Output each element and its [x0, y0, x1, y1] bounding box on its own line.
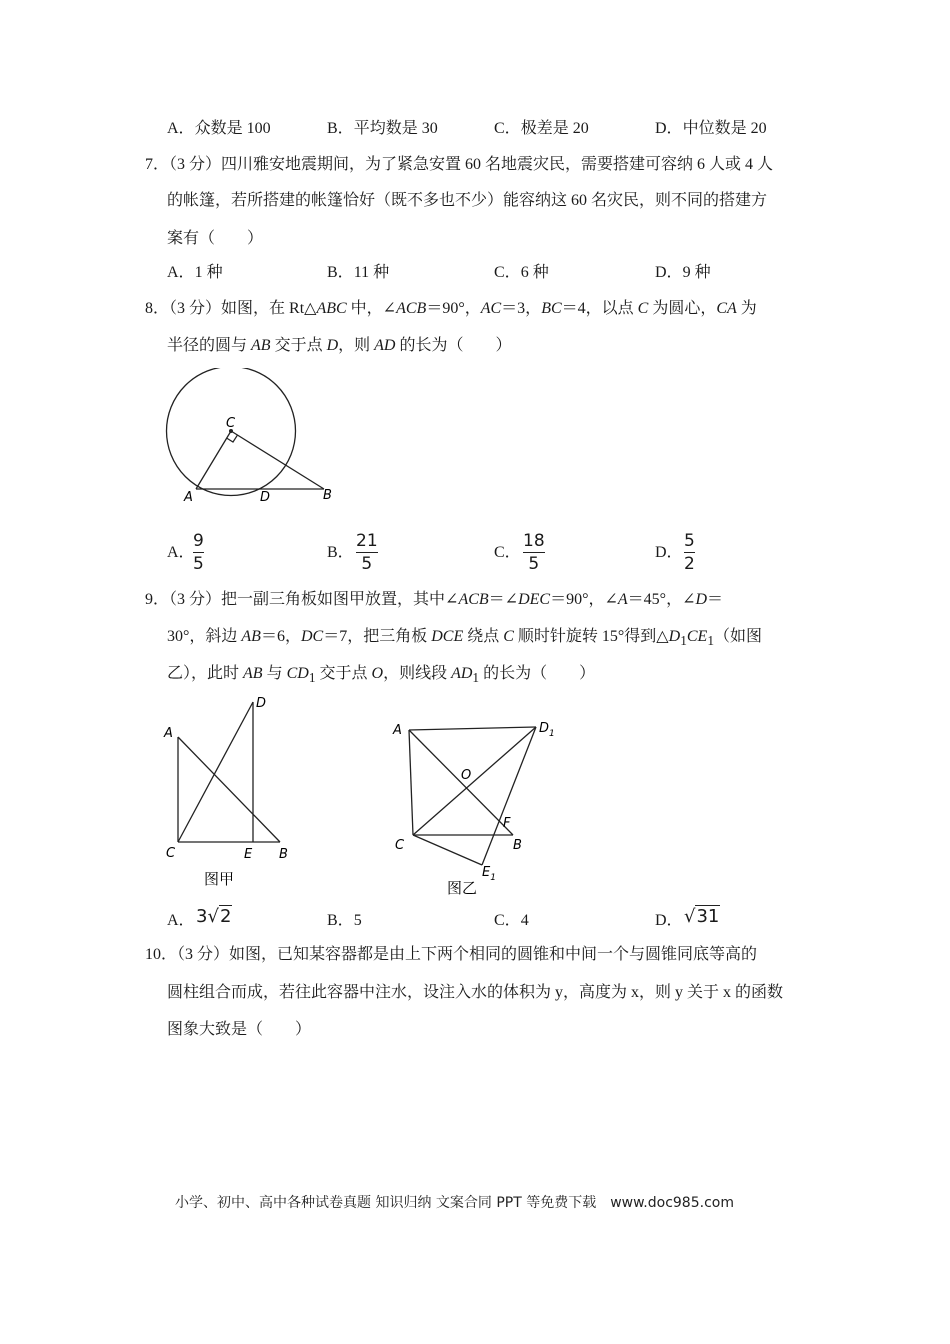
text-segment: ＝45°，∠	[627, 591, 696, 608]
text-segment: （如图	[713, 628, 762, 645]
option-label: D．	[655, 120, 683, 137]
math-var: O	[371, 665, 384, 682]
option-text: 1 种	[194, 264, 223, 281]
subscript: 1	[308, 670, 316, 686]
label-e1	[482, 865, 496, 883]
q10-line-3: 图象大致是（ ）	[167, 1021, 312, 1038]
q8-option-b-fraction	[356, 531, 378, 574]
label-a: A	[164, 726, 173, 741]
q9-option-a-expr	[196, 906, 232, 927]
segment-ca	[196, 431, 231, 489]
math-var: C	[637, 300, 649, 317]
math-var: AD	[451, 665, 473, 682]
text-segment: 交于点	[270, 337, 327, 354]
math-var: AB	[243, 665, 263, 682]
math-var: ABC	[316, 300, 347, 317]
q6-option-b	[327, 119, 438, 139]
numerator: 9	[193, 531, 204, 551]
option-text: 众数是 100	[194, 120, 271, 137]
text-segment: ＝∠	[488, 591, 519, 608]
label-d1-letter: D	[539, 721, 550, 736]
fraction-bar	[356, 552, 378, 553]
q9-option-c	[494, 911, 529, 931]
math-var: D	[695, 591, 708, 608]
option-text: 4	[520, 912, 529, 929]
math-var: AC	[480, 300, 502, 317]
segment-ad1	[409, 727, 536, 730]
label-o: O	[461, 768, 472, 783]
option-label: A．	[167, 120, 195, 137]
q6-option-a	[167, 119, 271, 139]
text-segment: 30°，斜边	[167, 628, 242, 645]
label-c: C	[226, 416, 236, 431]
text-segment: ＝3，	[501, 300, 542, 317]
q10-line-2: 圆柱组合而成，若往此容器中注水，设注入水的体积为 y，高度为 x，则 y 关于 x 的函数	[167, 984, 784, 1001]
label-d: D	[256, 696, 267, 711]
segment-ac	[409, 730, 413, 835]
q9-figure-jia	[158, 690, 308, 895]
q8-option-a-label: A．	[167, 544, 195, 561]
text-segment: 与	[262, 665, 287, 682]
math-var: ACB	[396, 300, 427, 317]
segment-cd	[178, 702, 253, 842]
q9-line-2	[167, 627, 762, 651]
q7-line-3: 案有（ ）	[167, 230, 264, 247]
math-var: D	[668, 628, 681, 645]
q8-circle-figure	[158, 368, 348, 508]
radical-sign: √	[207, 906, 219, 927]
text-segment: 为	[736, 300, 757, 317]
text-segment: 的长为（ ）	[395, 337, 512, 354]
option-label: D．	[655, 264, 683, 281]
text-segment: 顺时针旋转 15°得到△	[513, 628, 669, 645]
option-text: 中位数是 20	[682, 120, 767, 137]
q8-option-d-label: D．	[655, 544, 683, 561]
option-text: 平均数是 30	[353, 120, 438, 137]
text-segment: （3 分）把一副三角板如图甲放置，其中∠	[169, 591, 459, 608]
text-segment: 绕点	[463, 628, 504, 645]
text-segment: ＝90°，	[426, 300, 481, 317]
q9-option-b	[327, 911, 362, 931]
q8-option-d-fraction	[684, 531, 695, 574]
denominator: 5	[193, 554, 204, 574]
q7-option-a	[167, 263, 223, 283]
q9-line-1	[145, 590, 723, 610]
q7-option-d	[655, 263, 711, 283]
label-e1-letter: E	[482, 865, 491, 880]
text-segment: 半径的圆与	[167, 337, 252, 354]
text-segment: ，则线段	[383, 665, 452, 682]
coefficient: 3	[196, 906, 208, 927]
numerator: 18	[523, 531, 545, 551]
denominator: 5	[361, 554, 373, 574]
option-label: B．	[327, 264, 354, 281]
label-f: F	[503, 816, 511, 831]
math-var: AB	[241, 628, 261, 645]
q9-option-a-label: A．	[167, 912, 195, 929]
label-e: E	[244, 847, 253, 862]
q8-option-b-label: B．	[327, 544, 354, 561]
segment-ce1	[413, 835, 482, 865]
numerator: 5	[684, 531, 695, 551]
label-b: B	[279, 847, 288, 862]
text-segment: 乙），此时	[167, 665, 244, 682]
q9-option-d-expr	[684, 906, 720, 927]
math-var: ACB	[458, 591, 489, 608]
q9-option-d-label: D．	[655, 912, 683, 929]
math-var: AD	[374, 337, 396, 354]
label-d1-sub: 1	[549, 729, 555, 739]
option-text: 极差是 20	[520, 120, 589, 137]
text-segment: ＝6，	[260, 628, 301, 645]
subscript: 1	[680, 633, 687, 649]
segment-ab	[178, 737, 280, 842]
label-e1-sub: 1	[490, 873, 496, 883]
denominator: 2	[684, 554, 695, 574]
fraction-bar	[193, 552, 204, 553]
option-label: A．	[167, 264, 195, 281]
question-number: 7．	[145, 156, 170, 173]
question-number: 9．	[145, 591, 170, 608]
label-a: A	[393, 723, 402, 738]
q9-figure-yi	[385, 705, 580, 900]
q6-option-d	[655, 119, 767, 139]
segment-cd1	[413, 727, 536, 835]
text-segment: 的长为（ ）	[479, 665, 596, 682]
numerator: 21	[356, 531, 378, 551]
radical-sign: √	[684, 906, 696, 927]
radicand: 2	[219, 906, 232, 927]
math-var: CE	[686, 628, 708, 645]
option-label: B．	[327, 912, 354, 929]
label-b: B	[323, 488, 332, 503]
q9-line-3	[167, 664, 595, 688]
text-segment: ＝90°，∠	[550, 591, 618, 608]
q6-option-c	[494, 119, 589, 139]
label-d1	[539, 721, 555, 739]
option-label: B．	[327, 120, 354, 137]
math-var: DC	[300, 628, 324, 645]
question-text: （3 分）四川雅安地震期间，为了紧急安置 60 名地震灾民，需要搭建可容纳 6 人或 4 人	[169, 156, 774, 173]
label-c: C	[395, 838, 405, 853]
figure-caption: 图乙	[447, 879, 478, 897]
question-number: 10．	[145, 946, 178, 963]
label-a: A	[184, 490, 193, 505]
text-segment: 为圆心，	[648, 300, 717, 317]
label-b: B	[513, 838, 522, 853]
page-footer: 小学、初中、高中各种试卷真题 知识归纳 文案合同 PPT 等免费下载 www.doc985.com	[175, 1195, 734, 1211]
math-var: D	[326, 337, 339, 354]
q10-line-1	[145, 945, 757, 965]
label-d: D	[260, 490, 271, 505]
math-var: A	[617, 591, 628, 608]
q8-line-1	[145, 299, 757, 319]
q7-option-b	[327, 263, 389, 283]
q8-option-a-fraction	[193, 531, 204, 574]
fraction-bar	[684, 552, 695, 553]
segment-cb	[231, 431, 324, 489]
radicand: 31	[696, 906, 720, 927]
text-segment: ＝7，把三角板	[323, 628, 432, 645]
segment-d1e1	[482, 727, 536, 865]
text-segment: 交于点	[315, 665, 372, 682]
q7-line-2: 的帐篷，若所搭建的帐篷恰好（既不多也不少）能容纳这 60 名灾民，则不同的搭建方	[167, 192, 768, 209]
q8-line-2	[167, 336, 512, 356]
math-var: CD	[286, 665, 309, 682]
option-label: C．	[494, 264, 521, 281]
text-segment: ＝4，以点	[561, 300, 638, 317]
subscript: 1	[707, 633, 714, 649]
option-text: 5	[353, 912, 362, 929]
math-var: CA	[716, 300, 737, 317]
subscript: 1	[472, 670, 480, 686]
option-label: C．	[494, 120, 521, 137]
denominator: 5	[528, 554, 540, 574]
math-var: AB	[251, 337, 271, 354]
q8-option-c-fraction	[523, 531, 545, 574]
math-var: DCE	[431, 628, 464, 645]
option-text: 11 种	[353, 264, 390, 281]
math-var: DEC	[518, 591, 551, 608]
q7-option-c	[494, 263, 549, 283]
option-label: C．	[494, 912, 521, 929]
fraction-bar	[523, 552, 545, 553]
math-var: C	[503, 628, 514, 645]
text-segment: ＝	[707, 591, 724, 608]
label-c: C	[166, 846, 176, 861]
question-number: 8．	[145, 300, 170, 317]
option-text: 6 种	[520, 264, 549, 281]
math-var: BC	[541, 300, 562, 317]
question-text: （3 分）如图，已知某容器都是由上下两个相同的圆锥和中间一个与圆锥同底等高的	[177, 946, 758, 963]
text-segment: （3 分）如图，在 Rt△	[169, 300, 317, 317]
q7-line-1	[145, 155, 773, 175]
figure-caption: 图甲	[204, 870, 235, 888]
option-text: 9 种	[682, 264, 711, 281]
text-segment: ，则	[338, 337, 375, 354]
text-segment: 中，∠	[346, 300, 397, 317]
q8-option-c-label: C．	[494, 544, 521, 561]
